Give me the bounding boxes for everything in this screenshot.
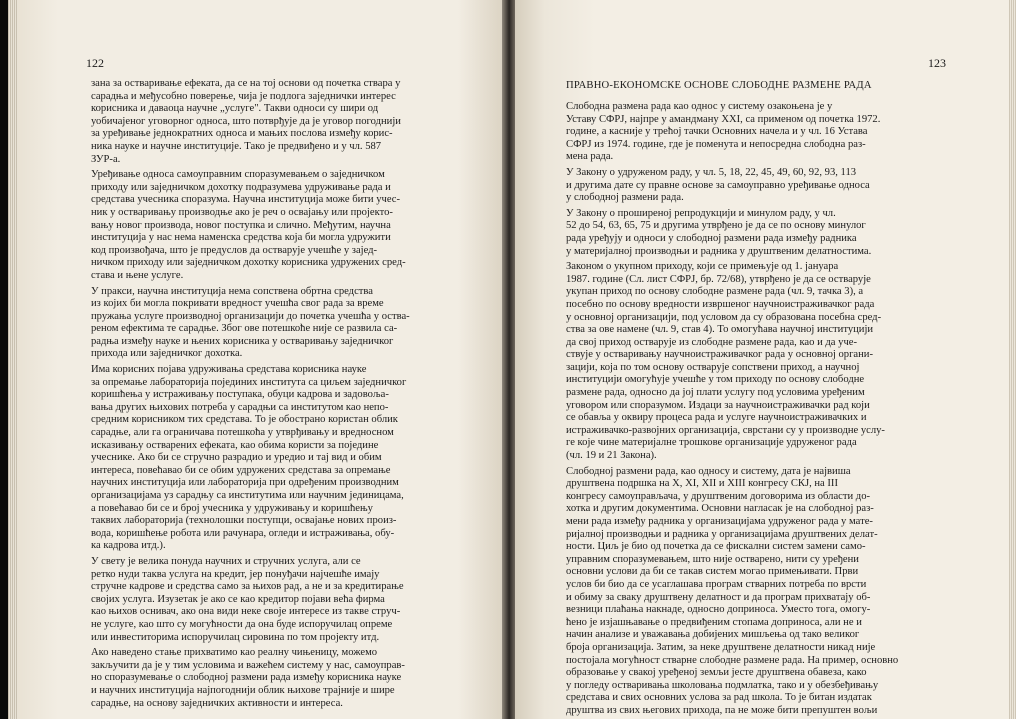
text-line: не услуге, као што су могућности да она буде испоручилац опреме bbox=[91, 618, 393, 630]
section-heading: ПРАВНО-ЕКОНОМСКЕ ОСНОВЕ СЛОБОДНЕ РАЗМЕНЕ РАДА bbox=[566, 80, 872, 91]
text-line: својих услуга. Изузетак је ако се као кредитор појави већа фирма bbox=[91, 593, 385, 605]
text-line: ства за ове намене (чл. 9, став 4). То омогућава научној институцији bbox=[566, 324, 874, 336]
text-line: као њихов оснивач, ако она види неке своје интересе из такве струч- bbox=[91, 606, 401, 618]
text-line: а повећавао би се и број учесника у удруживању и коришћењу bbox=[91, 502, 373, 514]
text-line: организацијама уз сарадњу са институтима или научним јединицама, bbox=[91, 490, 404, 501]
text-line: У Закону о проширеној репродукцији и минулом раду, у чл. bbox=[566, 207, 836, 219]
text-line: но споразумевање о слободној размени рада између корисника науке bbox=[91, 672, 402, 684]
text-line: учеснике. Ако би се стручно разрадио и уредио и тај вид и обим bbox=[91, 452, 382, 464]
text-line: става и њене услуге. bbox=[91, 269, 184, 281]
text-line: основни услови да би се такав систем могао примењивати. Први bbox=[566, 566, 859, 578]
text-line: вања других њихових потреба у сарадњи са институтом као непо- bbox=[91, 401, 389, 413]
text-line: уговором или споразумом. Издаци за научноистраживачки рад који bbox=[566, 399, 870, 411]
text-line: сарадња и међусобно поверење, чија је подлога заједнички интерес bbox=[91, 90, 396, 102]
text-line: у слободној размени рада. bbox=[566, 192, 684, 204]
text-line: стручне кадрове и средства само за њихов рад, а не и за кредитирање bbox=[91, 581, 404, 593]
text-line: постојала могућност стварне слободне размене рада. На пример, основно bbox=[566, 654, 899, 666]
text-line: размене рада, односно да јој плати услугу под условима уређеним bbox=[566, 387, 865, 399]
text-line: Слободна размена рада као однос у систему озакоњена је у bbox=[566, 101, 833, 112]
text-line: и научних институција најпогоднији облик њихове трајније и шире bbox=[91, 684, 395, 696]
text-line: сарадње, али га ограничава потешкоћа у утврђивању и вредносном bbox=[91, 427, 394, 439]
text-line: ћено је изјашњавање о предвиђеним стопама доприноса, али не и bbox=[566, 616, 862, 628]
text-line: вода, коришћење робота или рачунара, огледи и истраживања, обу- bbox=[91, 527, 395, 539]
text-line: хотка и другим документима. Основни нагласак је на слободној раз- bbox=[566, 503, 874, 515]
text-line: да свој приход остварује из слободне размене рада, као и да уче- bbox=[566, 336, 857, 348]
text-line: Има корисних појава удруживања средстава корисника науке bbox=[91, 364, 367, 376]
text-line: (чл. 19 и 21 Закона). bbox=[566, 450, 657, 462]
text-line: зана за остваривање ефеката, да се на тој основи од почетка ствара у bbox=[91, 78, 401, 89]
text-line: управним споразумевањем, што није остварено, нити су уређени bbox=[566, 553, 859, 565]
text-line: у погледу остваривања школовања подмлатка, тако и у обезбеђивању bbox=[566, 679, 879, 691]
text-line: радња између науке и њених корисника у остваривању заједничког bbox=[91, 335, 394, 347]
body-text bbox=[91, 78, 485, 710]
text-line: Уставу СФРЈ, најпре у амандману XXI, са применом од почетка 1972. bbox=[566, 113, 881, 125]
text-line: сарадње, на основу заједничких активности и интереса. bbox=[91, 697, 343, 709]
text-line: истраживачко-развојних организација, сврстани су у производне услу- bbox=[566, 424, 885, 436]
text-line: услов би био да се усаглашава програм стварних потреба по врсти bbox=[566, 578, 867, 590]
text-line: ности. Циљ је био од почетка да се фискални систем замени само- bbox=[566, 541, 866, 553]
text-line: у основној организацији, под условом да су образована посебна сред- bbox=[566, 311, 882, 323]
text-line: и обиму за сваку друштвену делатност и да програм прихватају об- bbox=[566, 591, 871, 603]
body-text bbox=[566, 101, 966, 718]
text-line: институција у нас нема наменска средства која би могла удружити bbox=[91, 232, 391, 244]
text-line: приходу или заједничком дохотку подразумева удруживање рада и bbox=[91, 181, 391, 193]
text-line: пружања услуге производној организацији до почетка учешћа у оства- bbox=[91, 310, 410, 322]
text-line: зацији, која по том основу остварује сопствени приход, а научној bbox=[566, 361, 860, 373]
text-line: ријалној производњи и радника у организацијама друштвених делат- bbox=[566, 528, 878, 540]
left-page bbox=[18, 0, 502, 719]
text-line: ЗУР-а. bbox=[91, 153, 121, 165]
text-line: средстава учесника споразума. Научна институција може бити учес- bbox=[91, 194, 401, 206]
text-line: коришћења у истраживању поступака, обуци кадрова и задовоља- bbox=[91, 389, 389, 401]
text-line: реном ефектима те сарадње. Због ове потешкоће није се развила са- bbox=[91, 323, 398, 335]
page-edge-right bbox=[1009, 0, 1016, 719]
text-line: таквих лабораторија (технолошки поступци, освајање нових произ- bbox=[91, 515, 397, 527]
text-line: научних институција или лабораторија при одређеним производним bbox=[91, 477, 399, 489]
text-line: интереса, повећавао би се обим удружених средстава за опремање bbox=[91, 464, 391, 476]
text-line: средстава и свих основних услова за рад школа. То је битан издатак bbox=[566, 692, 872, 704]
text-line: ника науке и научне институције. Тако је предвиђено и у чл. 587 bbox=[91, 140, 382, 152]
text-line: Ако наведено стање прихватимо као реалну чињеницу, можемо bbox=[91, 647, 378, 659]
text-line: ретко нуди таква услуга на кредит, јер понуђачи најчешће имају bbox=[91, 568, 380, 580]
text-line: броја организација. Затим, за неке друштвене делатности никад није bbox=[566, 641, 876, 653]
text-line: или инвеститорима испоручилац сировина по том пројекту итд. bbox=[91, 631, 380, 643]
text-line: корисника и даваоца научне „услуге". Такви односи су шири од bbox=[91, 103, 379, 115]
text-line: у материјалној производњи и радника у друштвеним делатностима. bbox=[566, 245, 872, 257]
text-line: средним корисником тих средстава. То је обострано користан облик bbox=[91, 414, 398, 426]
text-line: друштвена подршка на X, XI, XII и XIII конгресу СКЈ, на III bbox=[566, 478, 838, 490]
text-line: ник у остваривању производње ако је реч о освајању или пројекто- bbox=[91, 206, 393, 218]
book-gutter bbox=[502, 0, 515, 719]
text-line: У пракси, научна институција нема сопствена обртна средства bbox=[91, 285, 373, 297]
text-line: конгресу самоуправљача, у друштвеним договорима из области до- bbox=[566, 490, 871, 502]
text-line: закључити да је у тим условима и важећем систему у нас, самоуправ- bbox=[91, 659, 405, 671]
text-line: мени рада између радника у организацијама удруженог рада у мате- bbox=[566, 516, 873, 527]
text-line: код произвођача, што је предуслов да остварује учешће у заjед- bbox=[91, 244, 378, 256]
text-line: 52 до 54, 63, 65, 75 и другима утврђено је да се по основу минулог bbox=[566, 220, 866, 232]
text-line: СФРЈ из 1974. године, где је поменута и непосредна слободна раз- bbox=[566, 138, 866, 150]
text-line: начин анализе и уважавања добијених мишљења од тако великог bbox=[566, 629, 860, 641]
text-line: из којих би могла покривати вредност учешћа свог рада за време bbox=[91, 298, 384, 310]
text-line: образовање у свакој уређеној земљи јесте друштвена обавеза, како bbox=[566, 667, 867, 679]
text-line: и другима дате су правне основе за самоуправно уређивање односа bbox=[566, 179, 870, 191]
text-line: рада уређују и односи у слободној размени рада између радника bbox=[566, 232, 857, 244]
text-line: ге које чине материјалне трошкове организације удруженог рада bbox=[566, 437, 857, 449]
page-number: 122 bbox=[86, 56, 104, 70]
text-line: се обавља у оквиру процеса рада и услуге научноистраживачких и bbox=[566, 412, 867, 424]
text-line: ка кадрова итд.). bbox=[91, 540, 166, 552]
text-line: исказивању остварених ефеката, као обима користи за појединe bbox=[91, 439, 379, 451]
text-line: мена рада. bbox=[566, 151, 614, 163]
text-line: друштва из свих његових прихода, па не може бити препуштен вољи bbox=[566, 704, 878, 716]
page-edge-left bbox=[8, 0, 18, 719]
text-line: везници плаћања накнаде, односно доприноса. Уместо тога, омогу- bbox=[566, 604, 871, 616]
text-line: У свету је велика понуда научних и стручних услуга, али се bbox=[91, 555, 361, 567]
text-line: године, а касније у трећој тачки Основних начела и у чл. 16 Устава bbox=[566, 126, 868, 138]
text-line: укупан приход по основу слободне размене рада (чл. 9, тачка 3), а bbox=[566, 286, 864, 298]
text-line: прихода или заједничког дохотка. bbox=[91, 348, 243, 360]
page-number: 123 bbox=[928, 56, 946, 70]
text-line: за уређивање једнократних односа и мањих послова између корис- bbox=[91, 128, 393, 140]
text-line: ничком приходу или заједничком дохотку корисника удружених сред- bbox=[91, 257, 406, 269]
text-line: ствује у остваривању научноистраживачког рада у основној органи- bbox=[566, 349, 873, 361]
text-line: уобичајеног уговорног односа, што потврђује да је уговор погоднији bbox=[91, 115, 401, 127]
text-line: за опремање лабораторија појединих института са циљем заједничког bbox=[91, 376, 407, 388]
text-line: посебно по основу вредности извршеног научноистраживачког рада bbox=[566, 298, 875, 310]
right-page bbox=[515, 0, 1009, 719]
text-line: 1987. године (Сл. лист СФРЈ, бр. 72/68), утврђено је да се остварује bbox=[566, 273, 871, 285]
text-line: Законом о укупном приходу, који се примењује од 1. јануара bbox=[566, 261, 839, 273]
text-line: Слободној размени рада, као односу и систему, дата је највиша bbox=[566, 465, 851, 477]
text-line: институцији омогућује учешће у том приходу по основу слободне bbox=[566, 374, 865, 386]
text-line: У Закону о удруженом раду, у чл. 5, 18, 22, 45, 49, 60, 92, 93, 113 bbox=[566, 166, 857, 178]
text-line: вању новог производа, новог поступка и слично. Међутим, научна bbox=[91, 219, 391, 231]
text-line: Уређивање односа самоуправним споразумевањем о заједничком bbox=[91, 169, 385, 181]
